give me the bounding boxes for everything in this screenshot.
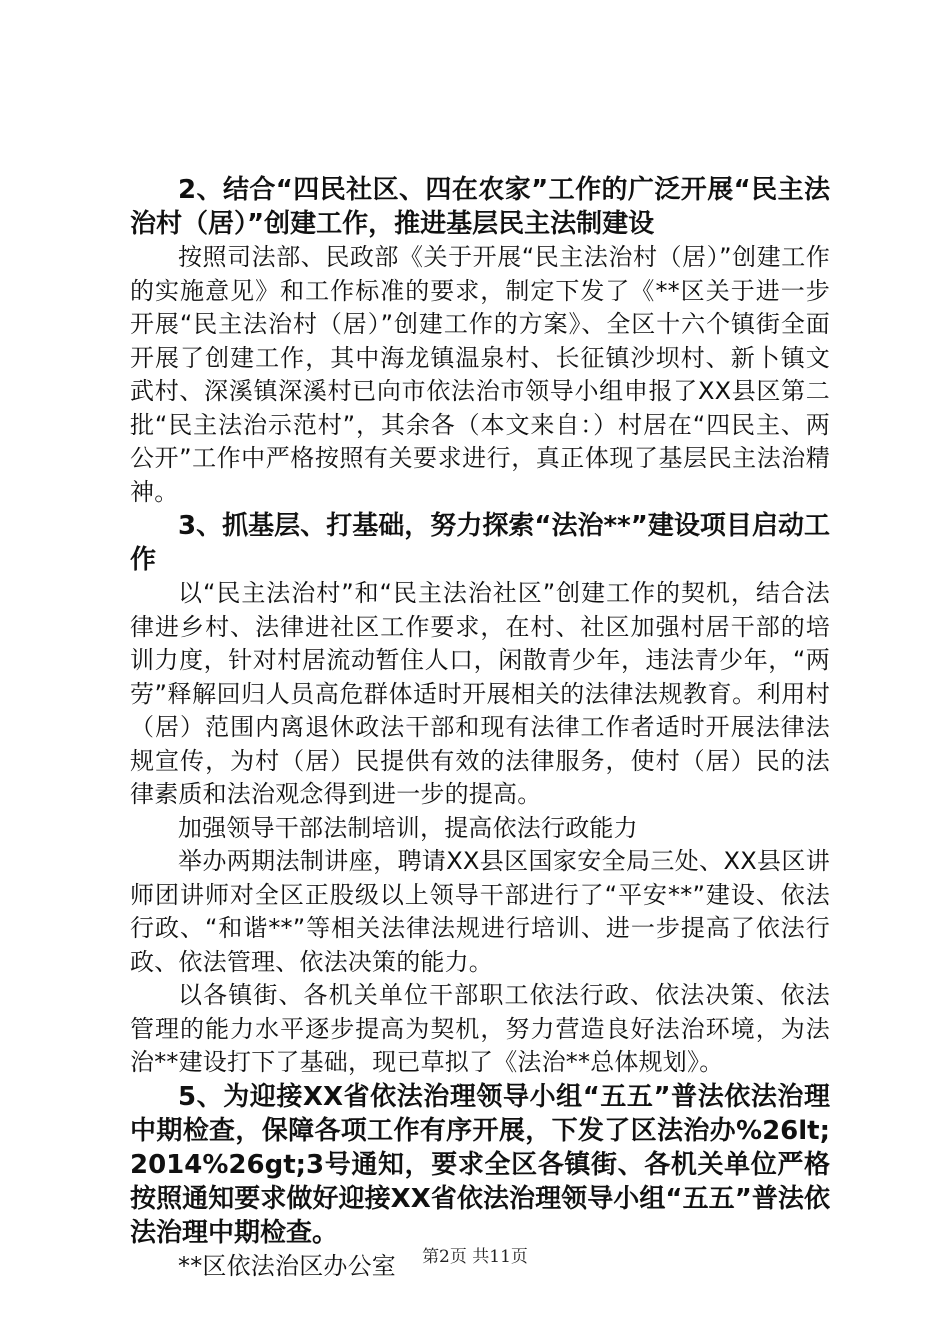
signature-line: **区依法治区办公室 <box>178 1251 396 1280</box>
paragraph: 以各镇街、各机关单位干部职工依法行政、依法决策、依法管理的能力水平逐步提高为契机，努力营造良好法治环境，为法治**建设打下了基础，现已草拟了《法治**总体规划》。 <box>130 981 830 1076</box>
paragraph: 以“民主法治村”和“民主法治社区”创建工作的契机，结合法律进乡村、法律进社区工作要求，在村、社区加强村居干部的培训力度，针对村居流动暂住人口，闲散青少年，违法青少年，“两劳”释解回归人员高危群体适时开展相关的法律法规教育。利用村（居）范围内离退休政法干部和现有法律工作者适时开展法律法规宣传，为村（居）民提供有效的法律服务，使村（居）民的法律素质和法治观念得到进一步的提高。 <box>130 579 830 808</box>
paragraph: 举办两期法制讲座，聘请XX县区国家安全局三处、XX县区讲师团讲师对全区正股级以上领导干部进行了“平安**”建设、依法行政、“和谐**”等相关法律法规进行培训、进一步提高了依法行政、依法管理、依法决策的能力。 <box>130 847 830 976</box>
paragraph: 按照司法部、民政部《关于开展“民主法治村（居）”创建工作的实施意见》和工作标准的要求，制定下发了《**区关于进一步开展“民主法治村（居）”创建工作的方案》、全区十六个镇街全面开展了创建工作，其中海龙镇温泉村、长征镇沙坝村、新卜镇文武村、深溪镇深溪村已向市依法治市领导小组申报了XX县区第二批“民主法治示范村”，其余各（本文来自：）村居在“四民主、两公开”工作中严格按照有关要求进行，真正体现了基层民主法治精神。 <box>130 243 830 506</box>
document-body <box>130 173 830 1283</box>
section-heading-5: 5、为迎接XX省依法治理领导小组“五五”普法依法治理中期检查，保障各项工作有序开展，下发了区法治办%26lt;2014%26gt;3号通知，要求全区各镇街、各机关单位严格按照通知要求做好迎接XX省依法治理领导小组“五五”普法依法治理中期检查。 <box>130 1081 830 1248</box>
page-number-footer: 第2页 共11页 <box>422 1247 528 1267</box>
paragraph: 加强领导干部法制培训，提高依法行政能力 <box>178 813 638 842</box>
section-heading-3: 3、抓基层、打基础，努力探索“法治**”建设项目启动工作 <box>130 511 830 575</box>
section-heading-2: 2、结合“四民社区、四在农家”工作的广泛开展“民主法治村（居）”创建工作，推进基层民主法制建设 <box>130 175 830 239</box>
